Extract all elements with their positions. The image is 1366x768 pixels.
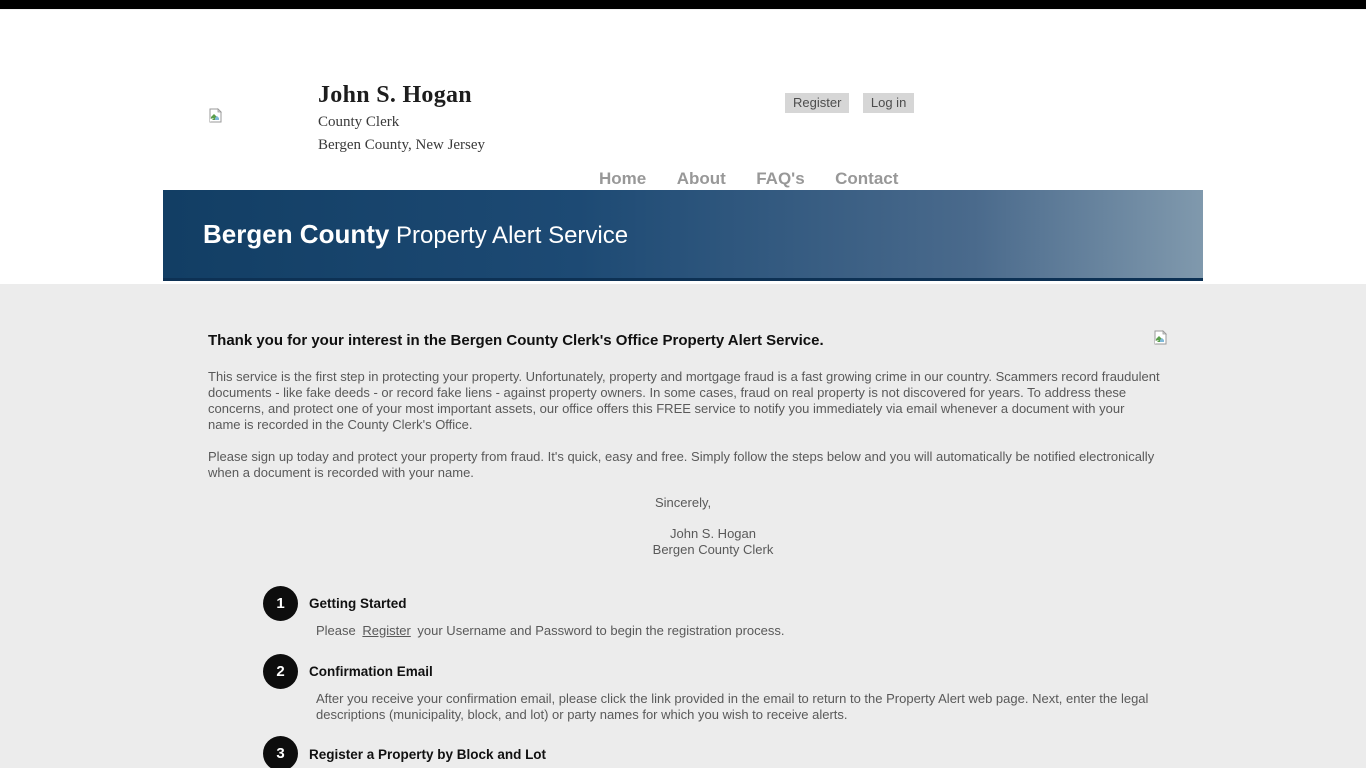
page-heading: Thank you for your interest in the Bergen County Clerk's Office Property Alert Service.	[208, 332, 824, 349]
clerk-identity	[318, 82, 485, 155]
step-1-badge: 1	[263, 586, 298, 621]
intro-paragraph: This service is the first step in protecting your property. Unfortunately, property and mortgage fraud is a fast growing crime in our country. Scammers record fraudulent documents - like fake deeds - or record fake liens - against property owners. In some cases, fraud on real property is not discovered for years. To address these concerns, and protect one of your most important assets, our office offers this FREE service to notify you immediately via email whenever a document with your name is recorded in the County Clerk's Office.	[208, 369, 1160, 432]
broken-image-icon	[1152, 330, 1168, 346]
main-nav	[599, 169, 924, 189]
nav-item-faqs[interactable]: FAQ's	[756, 169, 805, 188]
banner-title	[203, 219, 628, 250]
signature-name: John S. Hogan	[669, 526, 756, 541]
clerk-title: County Clerk	[318, 114, 400, 130]
broken-image-icon	[207, 108, 223, 124]
step-1-text-after: your Username and Password to begin the registration process.	[413, 623, 785, 638]
step-2-badge: 2	[263, 654, 298, 689]
header	[0, 10, 1366, 190]
auth-links	[785, 93, 923, 113]
nav-item-about[interactable]: About	[676, 169, 726, 188]
main-content	[0, 284, 1366, 768]
signup-paragraph: Please sign up today and protect your property from fraud. It's quick, easy and free. Simply follow the steps below and you will automatically be notified electronically when a document is recorded with your name.	[208, 449, 1155, 480]
banner-title-rest: Property Alert Service	[389, 221, 629, 249]
register-link[interactable]: Register	[362, 623, 411, 638]
signature-title: Bergen County Clerk	[652, 542, 774, 557]
clerk-location: Bergen County, New Jersey	[318, 137, 486, 153]
step-1-text-before: Please	[316, 623, 360, 638]
clerk-name: John S. Hogan	[318, 82, 472, 108]
step-3-title: Register a Property by Block and Lot	[309, 747, 547, 762]
step-3-badge: 3	[263, 736, 298, 768]
register-button[interactable]: Register	[785, 93, 849, 113]
nav-item-contact[interactable]: Contact	[835, 169, 899, 188]
step-2-title: Confirmation Email	[309, 664, 433, 679]
top-black-bar	[0, 0, 1366, 10]
login-button[interactable]: Log in	[863, 93, 914, 113]
signature-block	[563, 526, 863, 558]
banner-title-bold: Bergen County	[203, 218, 390, 249]
step-1-text	[316, 623, 1176, 639]
step-2-text: After you receive your confirmation email, please click the link provided in the email to return to the Property Alert web page. Next, enter the legal descriptions (municipality, block, and lot) or party names for which you wish to receive alerts.	[316, 691, 1149, 722]
step-1-title: Getting Started	[309, 596, 407, 611]
nav-item-home[interactable]: Home	[599, 169, 647, 188]
sincerely-text: Sincerely,	[655, 495, 712, 510]
banner	[163, 190, 1203, 281]
